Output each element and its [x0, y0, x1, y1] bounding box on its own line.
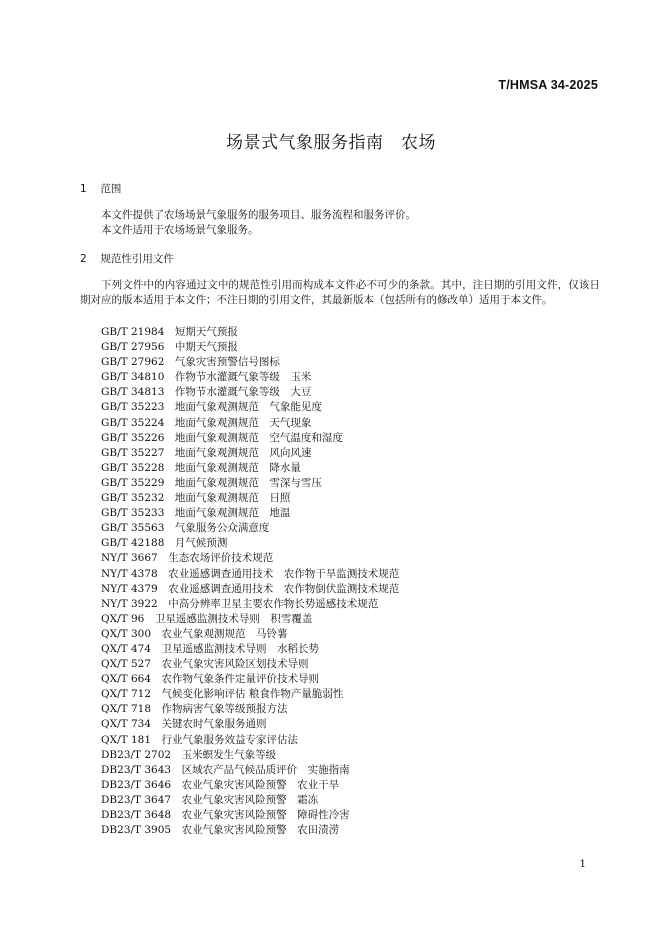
reference-item: DB23/T 3648 农业气象灾害风险预警 障碍性冷害 — [101, 809, 350, 821]
reference-item: QX/T 527 农业气象灾害风险区划技术导则 — [101, 658, 309, 671]
reference-item: GB/T 35228 地面气象观测规范 降水量 — [101, 461, 301, 474]
reference-item: DB23/T 2702 玉米螟发生气象等级 — [101, 748, 277, 761]
section-title: 规范性引用文件 — [100, 253, 174, 265]
standard-code: T/HMSA 34-2025 — [498, 78, 598, 92]
reference-item: DB23/T 3647 农业气象灾害风险预警 霜冻 — [101, 793, 319, 806]
section-number: 2 — [80, 253, 87, 265]
reference-item: QX/T 734 关键农时气象服务通则 — [101, 718, 267, 731]
reference-item: GB/T 34810 作物节水灌溉气象等级 玉米 — [101, 371, 312, 384]
reference-item: NY/T 4379 农业遥感调查通用技术 农作物倒伏监测技术规范 — [101, 582, 400, 595]
reference-item: GB/T 35226 地面气象观测规范 空气温度和湿度 — [101, 431, 343, 444]
reference-item: DB23/T 3646 农业气象灾害风险预警 农业干旱 — [101, 778, 340, 791]
paragraph: 下列文件中的内容通过文中的规范性引用而构成本文件必不可少的条款。其中，注日期的引用文件，仅该日期对应的版本适用于本文件；不注日期的引用文件，其最新版本（包括所有的修改单）适用于本文件。 — [80, 279, 600, 306]
reference-item: GB/T 35224 地面气象观测规范 天气现象 — [101, 416, 312, 429]
reference-item: GB/T 21984 短期天气预报 — [101, 326, 238, 338]
section-2-body — [80, 278, 600, 308]
reference-item: QX/T 300 农业气象观测规范 马铃薯 — [101, 627, 288, 640]
paragraph: 本文件适用于农场场景气象服务。 — [101, 224, 259, 236]
reference-item: GB/T 34813 作物节水灌溉气象等级 大豆 — [101, 386, 312, 399]
reference-list — [101, 325, 399, 838]
reference-item: GB/T 42188 月气候预测 — [101, 537, 228, 550]
reference-item: GB/T 27956 中期天气预报 — [101, 341, 238, 354]
reference-item: GB/T 35229 地面气象观测规范 雪深与雪压 — [101, 476, 322, 489]
reference-item: QX/T 712 气候变化影响评估 粮食作物产量脆弱性 — [101, 688, 344, 701]
section-number: 1 — [80, 183, 87, 195]
reference-item: NY/T 3667 生态农场评价技术规范 — [101, 552, 274, 565]
section-title: 范围 — [100, 183, 122, 195]
reference-item: QX/T 718 作物病害气象等级预报方法 — [101, 703, 288, 716]
reference-item: QX/T 96 卫星遥感监测技术导则 积雪覆盖 — [101, 612, 313, 625]
page-number: 1 — [579, 858, 586, 870]
reference-item: NY/T 4378 农业遥感调查通用技术 农作物干旱监测技术规范 — [101, 567, 400, 580]
section-2-heading — [80, 251, 174, 266]
reference-item: QX/T 181 行业气象服务效益专家评估法 — [101, 733, 299, 746]
reference-item: QX/T 664 农作物气象条件定量评价技术导则 — [101, 673, 320, 686]
section-1-body — [80, 208, 600, 238]
reference-item: GB/T 35563 气象服务公众满意度 — [101, 522, 270, 535]
reference-item: DB23/T 3643 区域农产品气候品质评价 实施指南 — [101, 763, 350, 776]
reference-item: GB/T 35233 地面气象观测规范 地温 — [101, 507, 291, 520]
reference-item: NY/T 3922 中高分辨率卫星主要农作物长势遥感技术规范 — [101, 597, 379, 610]
reference-item: GB/T 35227 地面气象观测规范 风向风速 — [101, 446, 312, 459]
section-1-heading — [80, 181, 121, 196]
paragraph: 本文件提供了农场场景气象服务的服务项目、服务流程和服务评价。 — [101, 209, 416, 221]
reference-item: GB/T 27962 气象灾害预警信号图标 — [101, 356, 280, 369]
reference-item: QX/T 474 卫星遥感监测技术导则 水稻长势 — [101, 642, 320, 655]
reference-item: DB23/T 3905 农业气象灾害风险预警 农田渍涝 — [101, 824, 340, 837]
reference-item: GB/T 35232 地面气象观测规范 日照 — [101, 492, 291, 505]
reference-item: GB/T 35223 地面气象观测规范 气象能见度 — [101, 401, 322, 414]
document-title: 场景式气象服务指南 农场 — [226, 133, 436, 153]
